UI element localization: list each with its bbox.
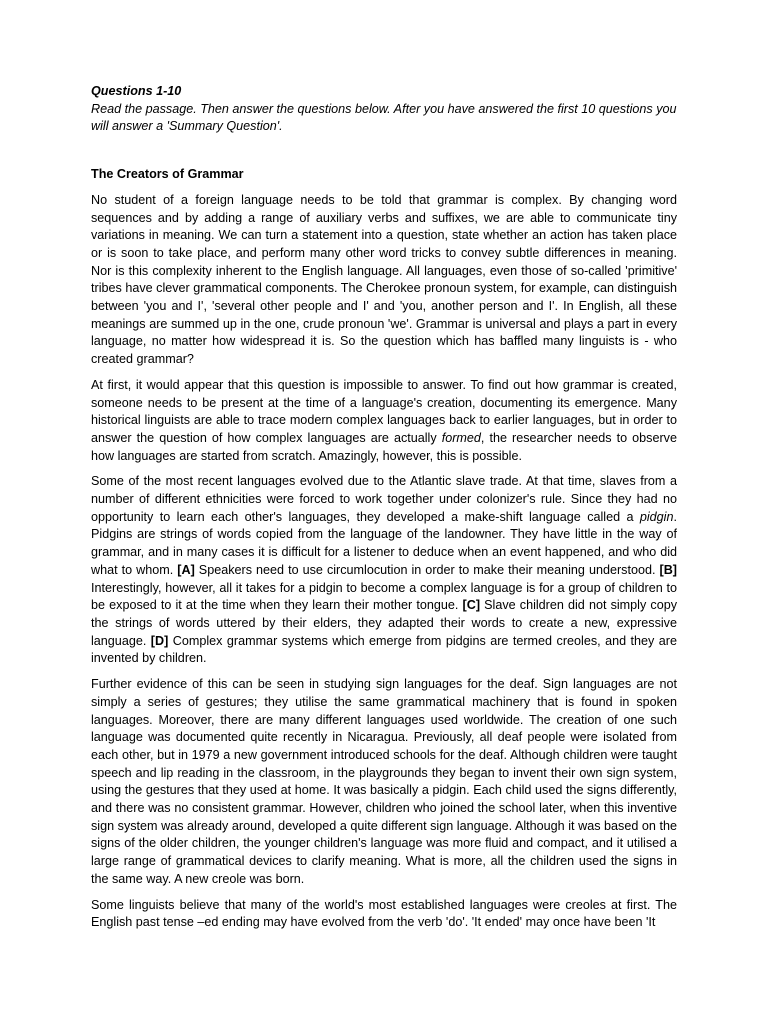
insertion-marker: [A]	[177, 562, 195, 577]
document-page	[91, 83, 677, 940]
emphasized-term: formed	[441, 430, 481, 445]
emphasized-term: pidgin	[639, 509, 674, 524]
paragraph-text: Some linguists believe that many of the world's most established languages were creoles at first. The English past tense –ed ending may have evolved from the verb 'do'. 'It ended' may once have been 'It	[91, 897, 677, 930]
questions-heading: Questions 1-10	[91, 84, 182, 98]
insertion-marker: [D]	[150, 633, 169, 648]
article-paragraph-1	[91, 192, 677, 369]
article-paragraph-3	[91, 473, 677, 668]
paragraph-text: At first, it would appear that this question is impossible to answer. To find out how grammar is created, someone needs to be present at the time of a language's creation, documenting its emergence. Many historical linguists are able to trace modern complex languages back to earlier languages, but in order to answer the question of how complex languages are actually	[91, 377, 677, 445]
paragraph-text: . Pidgins are strings of words copied from the language of the landowner. They have little in the way of grammar, and in many cases it is difficult for a listener to deduce when an event happened, and who did what to whom.	[91, 509, 677, 577]
paragraph-text: Speakers need to use circumlocution in order to make their meaning understood.	[194, 562, 660, 577]
insertion-marker: [C]	[462, 598, 481, 613]
article-paragraph-5	[91, 897, 677, 932]
article-paragraph-4	[91, 676, 677, 888]
paragraph-text: Interestingly, however, all it takes for a pidgin to become a complex language is for a group of children to be exposed to it at the time when they learn their mother tongue.	[91, 580, 677, 613]
insertion-marker: [B]	[659, 562, 677, 577]
article-paragraph-2	[91, 377, 677, 466]
paragraph-text: Some of the most recent languages evolved due to the Atlantic slave trade. At that time, slaves from a number of different ethnicities were forced to work together under colonizer's rule. Since they had no opportunity to learn each other's languages, they developed a make-shift language called a	[91, 474, 677, 524]
paragraph-text: Slave children did not simply copy the strings of words uttered by their elders, they adapted their words to create a new, expressive language.	[91, 598, 677, 648]
paragraph-text: Further evidence of this can be seen in studying sign languages for the deaf. Sign languages are not simply a series of gestures; they utilise the same grammatical machinery that is found in spoken languages. Moreover, there are many different languages used worldwide. The creation of one such language was documented quite recently in Nicaragua. Previously, all deaf people were isolated from each other, but in 1979 a new government introduced schools for the deaf. Although children were taught speech and lip reading in the classroom, in the playgrounds they began to invent their own sign system, using the gestures that they used at home. It was basically a pidgin. Each child used the signs differently, and there was no consistent grammar. However, children who joined the school later, when this inventive sign system was already around, developed a quite different sign language. Although it was based on the signs of the older children, the younger children's language was more fluid and compact, and it utilised a large range of grammatical devices to clarify meaning. What is more, all the children used the signs in the same way. A new creole was born.	[91, 677, 677, 886]
paragraph-text: Complex grammar systems which emerge from pidgins are termed creoles, and they are invented by children.	[91, 633, 678, 666]
article-title: The Creators of Grammar	[91, 167, 244, 182]
paragraph-text: , the researcher needs to observe how languages are started from scratch. Amazingly, however, this is possible.	[91, 430, 677, 463]
instructions-text: Read the passage. Then answer the questions below. After you have answered the first 10 questions you will answer a 'Summary Question'.	[91, 101, 677, 134]
paragraph-text: No student of a foreign language needs to be told that grammar is complex. By changing word sequences and by adding a range of auxiliary verbs and suffixes, we are able to communicate tiny variations in meaning. We can turn a statement into a question, state whether an action has taken place or is soon to take place, and perform many other word tricks to convey subtle differences in meaning. Nor is this complexity inherent to the English language. All languages, even those of so-called 'primitive' tribes have clever grammatical components. The Cherokee pronoun system, for example, can distinguish between 'you and I', 'several other people and I' and 'you, another person and I'. In English, all these meanings are summed up in the one, crude pronoun 'we'. Grammar is universal and plays a part in every language, no matter how widespread it is. So the question which has baffled many linguists is - who created grammar?	[91, 192, 677, 367]
